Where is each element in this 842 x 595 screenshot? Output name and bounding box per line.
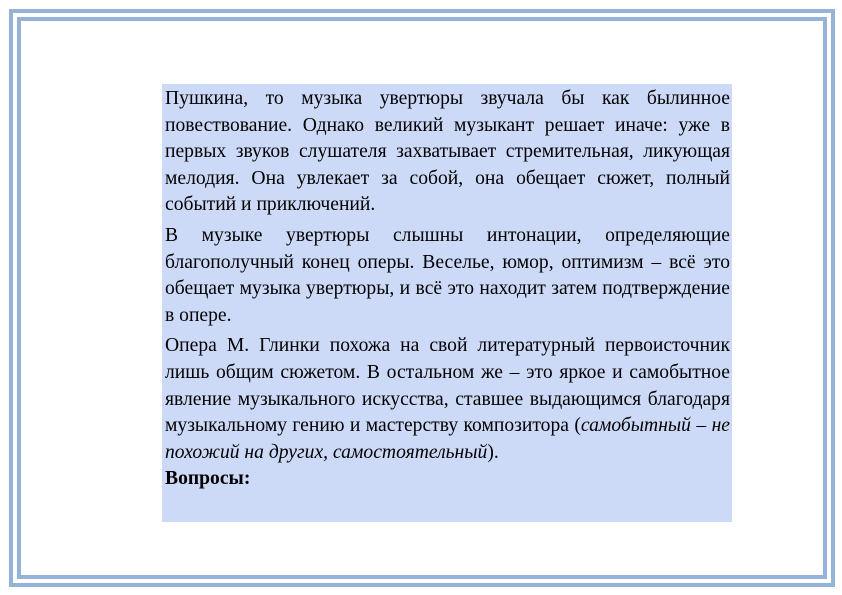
- paragraph-opera-text: Опера М. Глинки похожа на свой литературный первоисточник лишь общим сюжетом. В остальном же – это яркое и самобытное явление музыкального искусства, ставшее выдающимся благодаря музыкальному гению и мастерству композитора (: [165, 335, 730, 437]
- paragraph-opera-glinka: [165, 333, 730, 466]
- questions-heading: Вопросы:: [165, 468, 251, 490]
- paragraph-overture-intro: Пушкина, то музыка увертюры звучала бы как былинное повествование. Однако великий музыкант решает иначе: уже в первых звуков слушателя захватывает стремительная, ликующая мелодия. Она увлекает за собой, она обещает сюжет, полный событий и приключений.: [165, 88, 730, 216]
- text-box: [162, 84, 732, 522]
- paragraph-overture-intonations: В музыке увертюры слышны интонации, определяющие благополучный конец оперы. Веселье, юмор, оптимизм – всё это обещает музыка увертюры, и всё это находит затем подтверждение в опере.: [165, 224, 730, 326]
- definition-italic: самобытный – не похожий на других, самостоятельный: [165, 415, 730, 463]
- paragraph-opera-text-end: ).: [487, 441, 499, 463]
